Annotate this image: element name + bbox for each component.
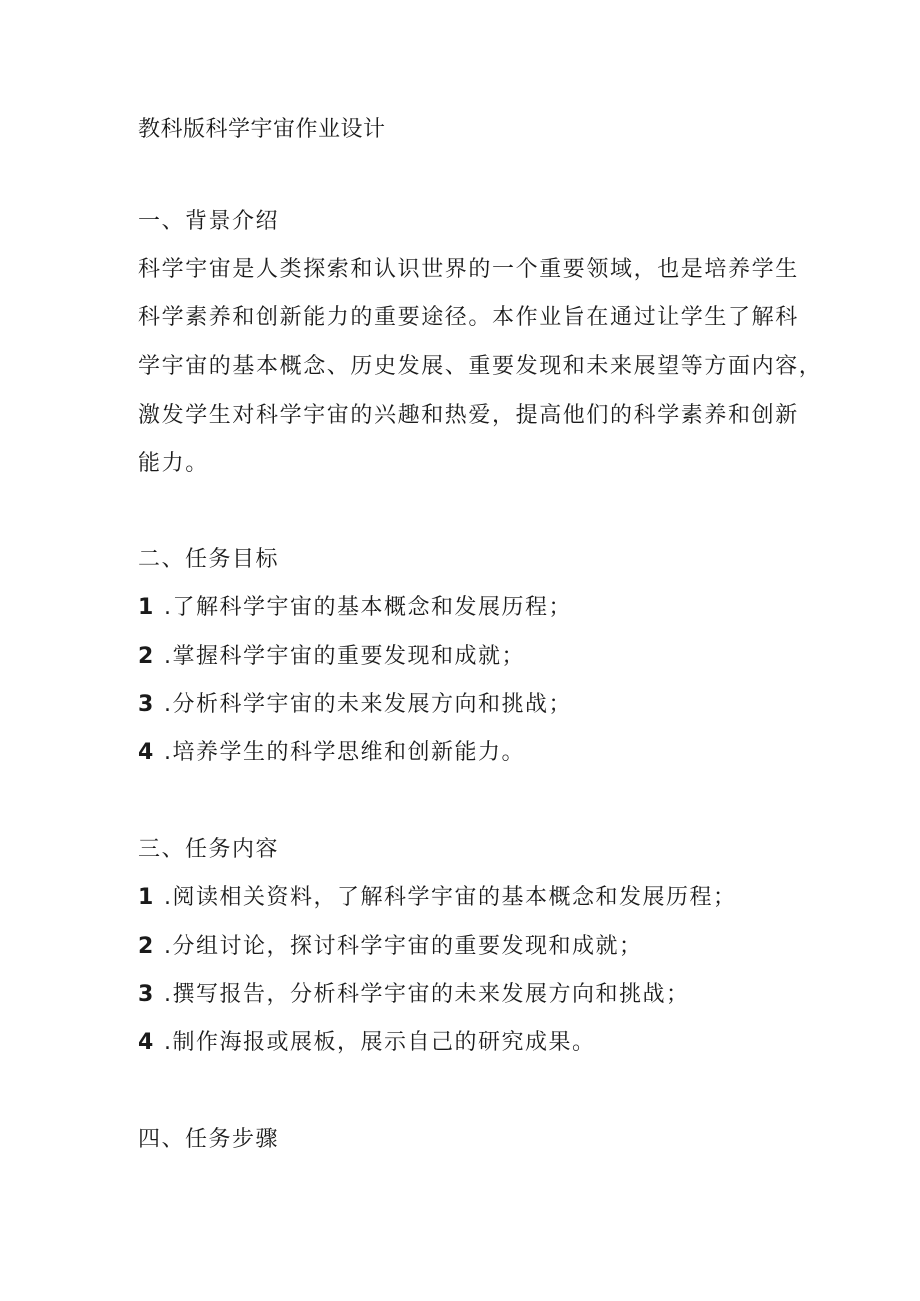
list-item-number: 3	[138, 982, 155, 1007]
section-heading-goals: 二、任务目标	[138, 547, 280, 572]
list-item-number: 1	[138, 595, 155, 620]
list-item	[138, 690, 572, 720]
paragraph-line: 激发学生对科学宇宙的兴趣和热爱，提高他们的科学素养和创新	[138, 403, 799, 428]
list-item	[138, 738, 525, 768]
list-item-text: .撰写报告，分析科学宇宙的未来发展方向和挑战；	[164, 982, 690, 1007]
list-item-number: 1	[138, 885, 155, 910]
list-item-text: .分析科学宇宙的未来发展方向和挑战；	[164, 692, 572, 717]
list-item-text: .制作海报或展板，展示自己的研究成果。	[164, 1030, 596, 1055]
list-item-number: 4	[138, 1030, 155, 1055]
list-item-text: .了解科学宇宙的基本概念和发展历程；	[164, 595, 572, 620]
paragraph-line: 科学宇宙是人类探索和认识世界的一个重要领域，也是培养学生	[138, 257, 799, 282]
list-item	[138, 1028, 596, 1058]
list-item-text: .掌握科学宇宙的重要发现和成就；	[164, 644, 525, 669]
list-item	[138, 883, 737, 913]
list-item-text: .分组讨论，探讨科学宇宙的重要发现和成就；	[164, 934, 643, 959]
paragraph-line: 科学素养和创新能力的重要途径。本作业旨在通过让学生了解科	[138, 305, 799, 330]
list-item-text: .培养学生的科学思维和创新能力。	[164, 740, 525, 765]
list-item-text: .阅读相关资料，了解科学宇宙的基本概念和发展历程；	[164, 885, 737, 910]
list-item-number: 2	[138, 934, 155, 959]
list-item	[138, 593, 572, 623]
list-item	[138, 642, 525, 672]
paragraph-line: 学宇宙的基本概念、历史发展、重要发现和未来展望等方面内容，	[138, 354, 823, 379]
list-item	[138, 932, 643, 962]
list-item-number: 2	[138, 644, 155, 669]
section-heading-steps: 四、任务步骤	[138, 1127, 280, 1152]
section-heading-background: 一、背景介绍	[138, 209, 280, 234]
list-item-number: 4	[138, 740, 155, 765]
document-title: 教科版科学宇宙作业设计	[138, 117, 386, 142]
paragraph-line: 能力。	[138, 451, 209, 476]
list-item-number: 3	[138, 692, 155, 717]
section-heading-content: 三、任务内容	[138, 837, 280, 862]
list-item	[138, 980, 690, 1010]
